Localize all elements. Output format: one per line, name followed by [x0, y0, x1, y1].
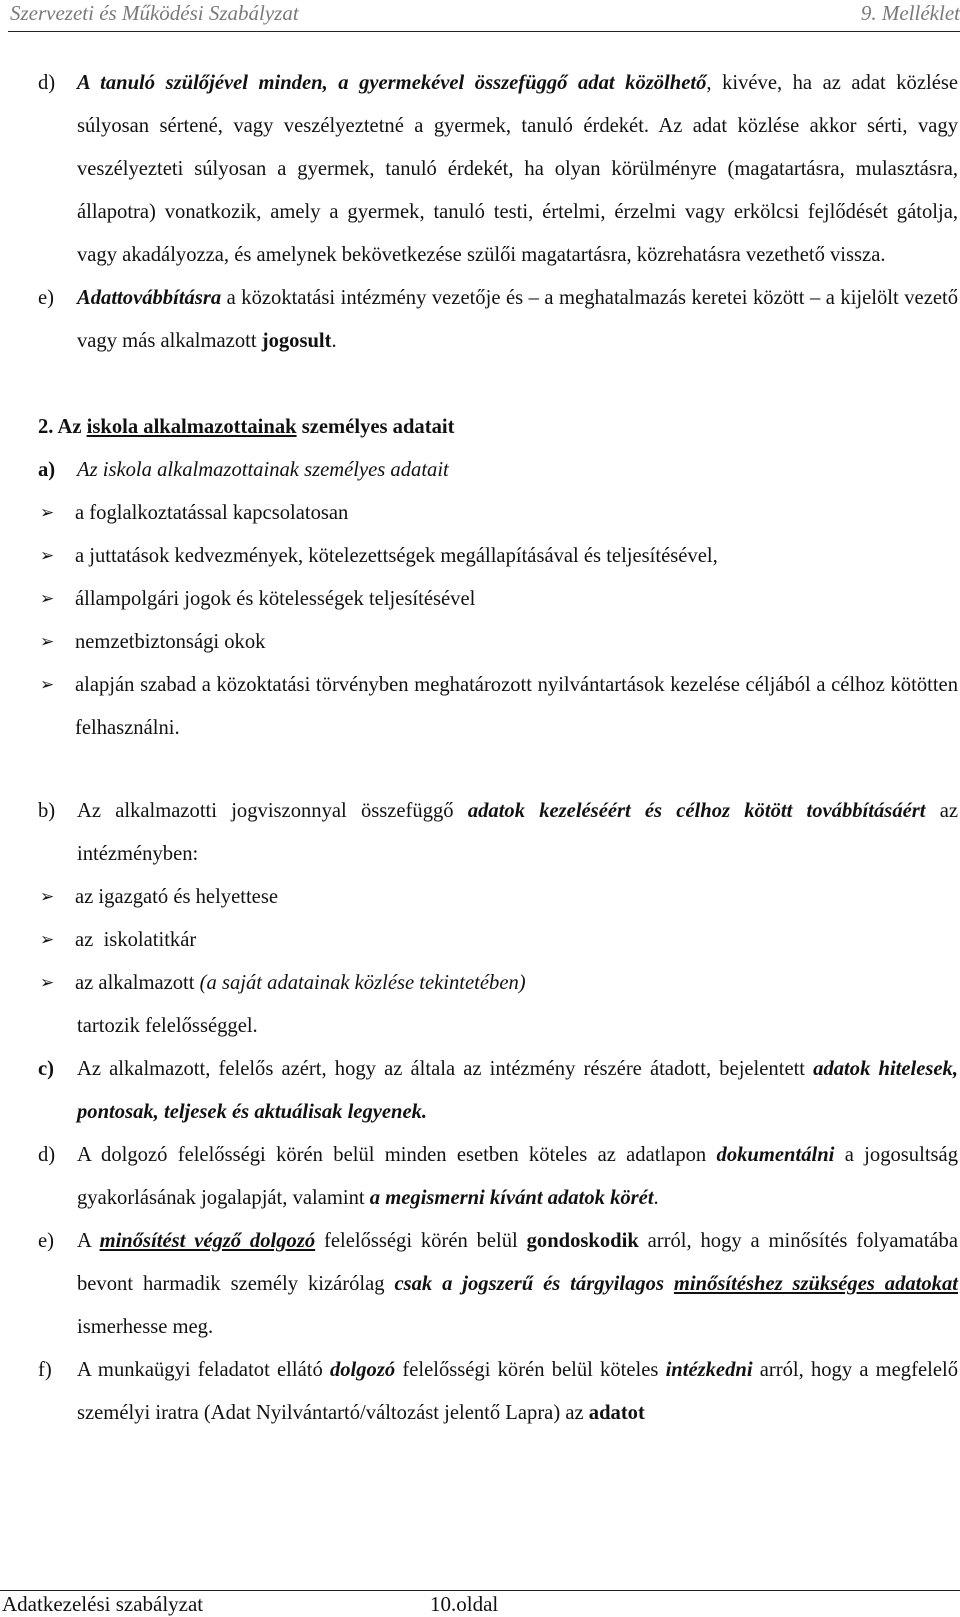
arrow-bullet-icon: ➢	[40, 632, 55, 652]
item-b-text: Az alkalmazotti jogviszonnyal összefüggő	[77, 800, 468, 822]
item-marker: a)	[38, 459, 56, 481]
item-a-title: Az iskola alkalmazottainak személyes adatait	[77, 459, 449, 481]
bullet-text: az alkalmazott	[75, 972, 200, 994]
item-e-text: a közoktatási intézmény vezetője és – a meghatalmazás keretei között – a kijelölt vezető vagy más alkalmazott	[77, 287, 958, 352]
arrow-bullet-icon: ➢	[40, 973, 55, 993]
section1-item-d	[38, 62, 958, 277]
item-d2-emphasis: dokumentálni	[716, 1144, 835, 1166]
arrow-bullet-icon: ➢	[40, 546, 55, 566]
item-b-closing: tartozik felelősséggel.	[77, 1015, 258, 1037]
bullet-text: a foglalkoztatással kapcsolatosan	[75, 502, 349, 524]
item-e2-emphasis-2: csak a jogszerű és tárgyilagos	[394, 1273, 674, 1295]
heading-underlined: iskola alkalmazottainak	[86, 416, 297, 438]
header-divider	[8, 31, 960, 32]
item-e-emphasis: Adattovábbításra	[77, 287, 222, 309]
section2-heading	[38, 406, 958, 449]
footer-document-title: Adatkezelési szabályzat	[2, 1592, 204, 1616]
section2-item-a	[38, 449, 958, 492]
item-e-bold: jogosult	[261, 330, 332, 352]
arrow-bullet-icon: ➢	[40, 503, 55, 523]
item-e2-bold: gondoskodik	[526, 1230, 639, 1252]
section1-item-e	[38, 277, 958, 363]
item-marker: b)	[38, 800, 56, 822]
footer-divider	[0, 1590, 960, 1591]
heading-number: 2. Az	[38, 416, 87, 438]
item-f-emphasis-2: intézkedni	[665, 1359, 753, 1381]
item-e2-emphasis: minősítést végző dolgozó	[99, 1230, 316, 1252]
arrow-bullet-icon: ➢	[40, 887, 55, 907]
item-d-text: , kivéve, ha az adat közlése súlyosan sértené, vagy veszélyeztetné a gyermek, tanuló érdekét. Az adat közlése akkor sérti, vagy veszélyezteti súlyosan a gyermek, tanuló érdekét, ha olyan körülményre (magatartásra, mulasztásra, állapotra) vonatkozik, amely a gyermek, tanuló testi, értelmi, érzelmi vagy erkölcsi fejlődését gátolja, vagy akadályozza, és amelynek bekövetkezése szülői magatartásra, közrehatásra vezethető vissza.	[77, 72, 958, 266]
item-f-bold: adatot	[588, 1402, 645, 1424]
item-b-bullet-list	[38, 876, 958, 1005]
bullet-italic-text: (a saját adatainak közlése tekintetében)	[199, 972, 526, 994]
arrow-bullet-icon: ➢	[40, 589, 55, 609]
bullet-text: nemzetbiztonsági okok	[75, 631, 266, 653]
item-c-text: Az alkalmazott, felelős azért, hogy az általa az intézmény részére átadott, bejelentett	[77, 1058, 814, 1080]
item-marker: d)	[38, 1144, 56, 1166]
page-header	[0, 0, 960, 32]
section2-item-f	[38, 1349, 958, 1435]
header-document-title: Szervezeti és Működési Szabályzat	[10, 1, 299, 25]
bullet-text: az iskolatitkár	[75, 929, 197, 951]
bullet-text: állampolgári jogok és kötelességek teljesítésével	[75, 588, 476, 610]
item-d2-text: A dolgozó felelősségi körén belül minden esetben köteles az adatlapon	[77, 1144, 717, 1166]
section2-item-c	[38, 1048, 958, 1134]
item-b-text-end: az intézményben:	[77, 800, 958, 865]
list-item	[38, 919, 958, 962]
item-c-emphasis: adatok hitelesek, pontosak, teljesek és aktuálisak legyenek.	[77, 1058, 958, 1123]
item-e2-text-end: ismerhesse meg.	[77, 1316, 214, 1338]
item-d2-emphasis-2: a megismerni kívánt adatok körét	[369, 1187, 654, 1209]
item-f-text: A munkaügyi feladatot ellátó	[77, 1359, 330, 1381]
list-item	[38, 876, 958, 919]
list-item	[38, 664, 958, 750]
item-e2-text: A	[77, 1230, 100, 1252]
item-e2-emphasis-3: minősítéshez szükséges adatokat	[673, 1273, 958, 1295]
list-item	[38, 621, 958, 664]
footer-page-number: 10.oldal	[430, 1592, 499, 1616]
arrow-bullet-icon: ➢	[40, 675, 55, 695]
item-f-emphasis: dolgozó	[329, 1359, 396, 1381]
bullet-text: alapján szabad a közoktatási törvényben meghatározott nyilvántartások kezelése céljából a célhoz kötötten felhasználni.	[75, 674, 958, 739]
bullet-text: az igazgató és helyettese	[75, 886, 278, 908]
list-item	[38, 535, 958, 578]
list-item	[38, 578, 958, 621]
arrow-bullet-icon: ➢	[40, 930, 55, 950]
item-b-emphasis: adatok kezeléséért és célhoz kötött továbbításáért	[467, 800, 926, 822]
item-f-text-mid-2: arról, hogy a megfelelő személyi iratra (Adat Nyilvántartó/változást jelentő Lapra) az	[77, 1359, 958, 1424]
list-item	[38, 962, 958, 1005]
document-body	[38, 62, 958, 1435]
item-marker: e)	[38, 287, 54, 309]
item-a-bullet-list	[38, 492, 958, 750]
section2-item-d	[38, 1134, 958, 1220]
item-marker: f)	[38, 1359, 52, 1381]
item-marker: e)	[38, 1230, 54, 1252]
heading-rest: személyes adatait	[296, 416, 455, 438]
item-d2-period: .	[653, 1187, 659, 1209]
item-e2-text-mid-2: arról, hogy a minősítés folyamatába bevont harmadik személy kizárólag	[77, 1230, 958, 1295]
item-e2-text-mid: felelősségi körén belül	[315, 1230, 527, 1252]
header-appendix-label: 9. Melléklet	[860, 1, 960, 25]
item-e-period: .	[331, 330, 337, 352]
item-marker: c)	[38, 1058, 54, 1080]
item-marker: d)	[38, 72, 56, 94]
list-item	[38, 492, 958, 535]
item-d-emphasis: A tanuló szülőjével minden, a gyermekével összefüggő adat közölhető	[77, 72, 707, 94]
item-f-text-mid: felelősségi körén belül köteles	[395, 1359, 666, 1381]
item-d2-text-mid: a jogosultság gyakorlásának jogalapját, valamint	[77, 1144, 958, 1209]
section2-item-b	[38, 790, 958, 876]
section2-item-e	[38, 1220, 958, 1349]
bullet-text: a juttatások kedvezmények, kötelezettségek megállapításával és teljesítésével,	[75, 545, 718, 567]
